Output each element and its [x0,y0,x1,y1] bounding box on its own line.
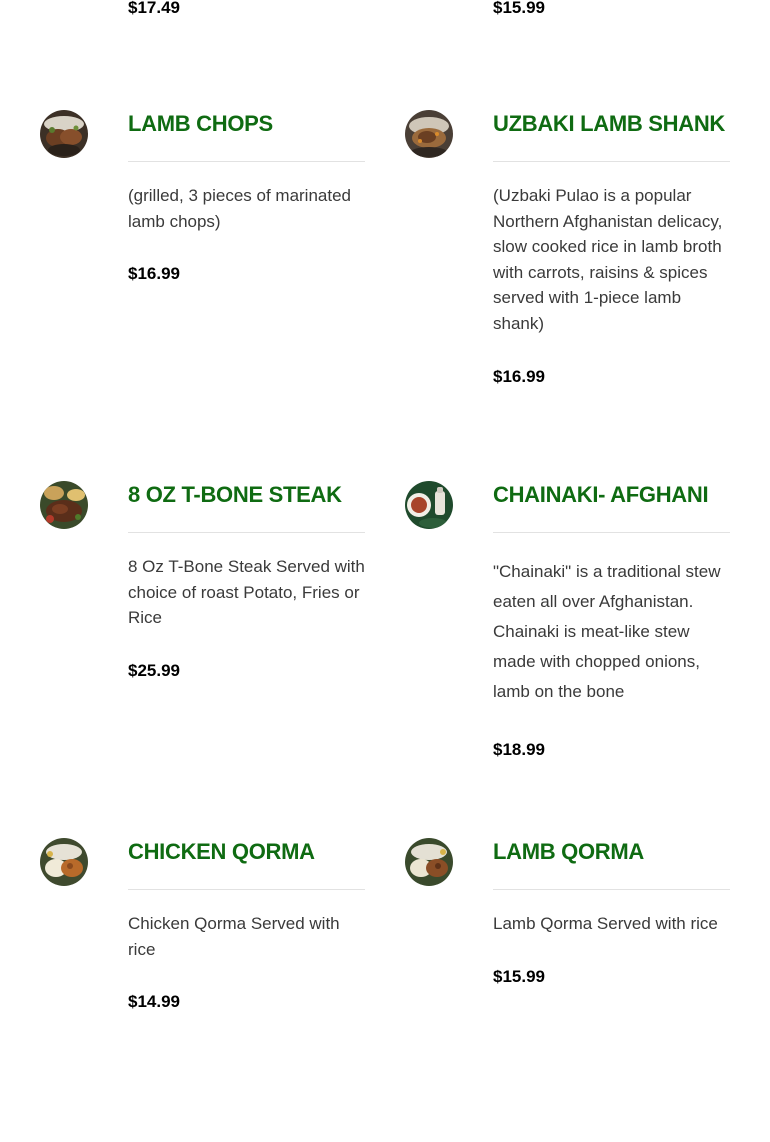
item-title: UZBAKI LAMB SHANK [493,111,725,136]
item-description: (Uzbaki Pulao is a popular Northern Afghanistan delicacy, slow cooked rice in lamb broth with carrots, raisins & spices served with 1-piece lamb shank) [493,186,723,333]
divider [128,532,365,533]
item-title: LAMB QORMA [493,839,644,864]
item-title: CHICKEN QORMA [128,839,315,864]
item-price: $25.99 [128,660,180,680]
steak-photo-icon[interactable] [40,481,88,529]
item-description: Lamb Qorma Served with rice [493,914,718,933]
item-description: "Chainaki" is a traditional stew eaten all over Afghanistan. Chainaki is meat-like stew made with chopped onions, lamb on the bone [493,562,721,701]
item-title: LAMB CHOPS [128,111,273,136]
previous-item-price: $17.49 [128,0,180,17]
item-title: 8 OZ T-BONE STEAK [128,482,342,507]
item-price: $16.99 [493,366,545,386]
divider [493,889,730,890]
item-description: Chicken Qorma Served with rice [128,914,340,959]
divider [493,532,730,533]
item-description: (grilled, 3 pieces of marinated lamb chops) [128,186,352,231]
item-price: $14.99 [128,992,180,1012]
previous-item-price: $15.99 [493,0,545,17]
chicken-qorma-photo-icon[interactable] [40,838,88,886]
item-price: $15.99 [493,966,545,986]
divider [128,889,365,890]
lamb-chops-photo-icon[interactable] [40,110,88,158]
divider [128,161,365,162]
chainaki-photo-icon[interactable] [405,481,453,529]
divider [493,161,730,162]
lamb-qorma-photo-icon[interactable] [405,838,453,886]
lamb-shank-photo-icon[interactable] [405,110,453,158]
item-price: $16.99 [128,264,180,284]
item-description: 8 Oz T-Bone Steak Served with choice of roast Potato, Fries or Rice [128,557,365,628]
item-title: CHAINAKI- AFGHANI [493,482,709,507]
item-price: $18.99 [493,740,545,759]
